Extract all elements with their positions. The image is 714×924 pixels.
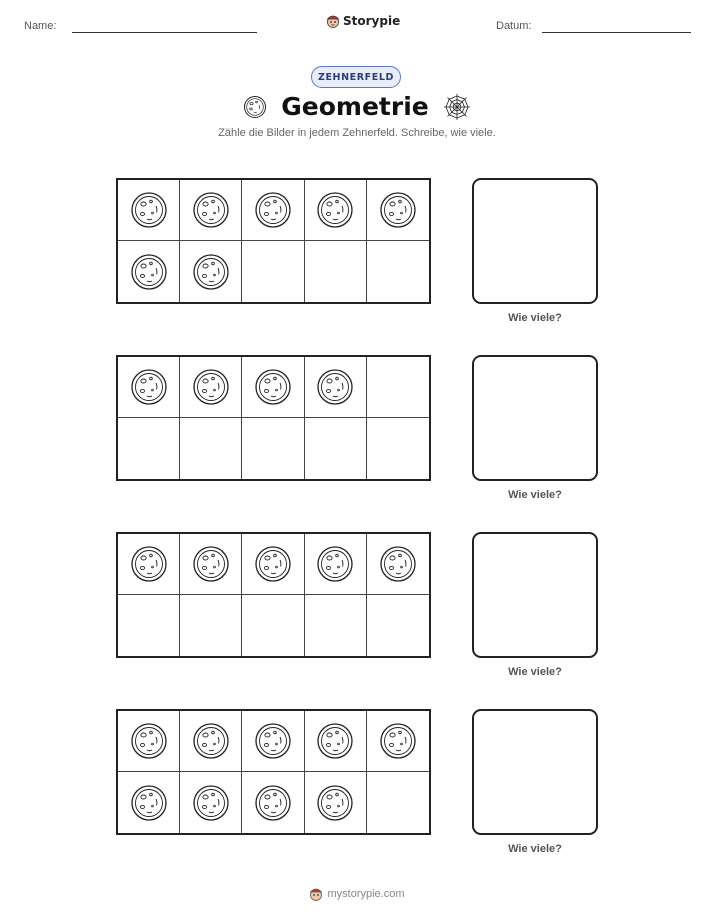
moon-icon [192, 722, 230, 760]
ten-frame-cell [367, 772, 429, 833]
moon-icon [379, 191, 417, 229]
ten-frame-cell [305, 534, 367, 595]
ten-frame-cell [242, 180, 304, 241]
moon-icon [316, 722, 354, 760]
answer-box[interactable] [472, 532, 598, 658]
footer-url[interactable]: mystorypie.com [327, 888, 405, 900]
ten-frame-cell [118, 595, 180, 656]
moon-icon [316, 191, 354, 229]
ten-frame-cell [367, 534, 429, 595]
ten-frame-cell [305, 595, 367, 656]
moon-icon [192, 191, 230, 229]
ten-frame-cell [242, 534, 304, 595]
moon-icon [192, 545, 230, 583]
ten-frame-cell [118, 711, 180, 772]
ten-frame-cell [305, 772, 367, 833]
ten-frame-cell [180, 241, 242, 302]
ten-frame-cell [118, 534, 180, 595]
answer-box[interactable] [472, 178, 598, 304]
page-title: Geometrie [281, 92, 429, 121]
ten-frame-cell [242, 241, 304, 302]
moon-icon [130, 545, 168, 583]
name-field[interactable] [72, 32, 257, 33]
moon-icon [254, 368, 292, 406]
moon-icon [316, 784, 354, 822]
moon-icon [192, 368, 230, 406]
ten-frame-cell [242, 357, 304, 418]
ten-frame-cell [180, 357, 242, 418]
ten-frame [116, 178, 431, 304]
moon-icon [192, 253, 230, 291]
ten-frame-cell [367, 357, 429, 418]
ten-frame-cell [180, 711, 242, 772]
ten-frame-cell [118, 180, 180, 241]
date-field[interactable] [542, 32, 691, 33]
ten-frame-cell [367, 711, 429, 772]
moon-icon [130, 191, 168, 229]
ten-frame-cell [118, 357, 180, 418]
topic-badge: ZEHNERFELD [311, 66, 401, 88]
brand-logo [326, 13, 400, 29]
brand-name: Storypie [343, 14, 401, 28]
ten-frame-cell [180, 595, 242, 656]
moon-icon [192, 784, 230, 822]
date-label: Datum: [496, 20, 532, 32]
ten-frame-cell [305, 241, 367, 302]
ten-frame-cell [305, 711, 367, 772]
ten-frame-cell [367, 241, 429, 302]
moon-icon [243, 95, 267, 119]
ten-frame [116, 532, 431, 658]
answer-label: Wie viele? [508, 489, 562, 501]
instructions: Zähle die Bilder in jedem Zehnerfeld. Schreibe, wie viele. [218, 127, 496, 139]
ten-frame-cell [180, 418, 242, 479]
ten-frame-cell [118, 772, 180, 833]
ten-frame-cell [305, 180, 367, 241]
moon-icon [379, 545, 417, 583]
moon-icon [254, 545, 292, 583]
ten-frame-cell [367, 418, 429, 479]
answer-label: Wie viele? [508, 666, 562, 678]
moon-icon [254, 722, 292, 760]
ten-frame-cell [367, 595, 429, 656]
ten-frame-cell [242, 772, 304, 833]
answer-box[interactable] [472, 709, 598, 835]
answer-label: Wie viele? [508, 312, 562, 324]
name-label: Name: [24, 20, 57, 32]
ten-frame [116, 355, 431, 481]
moon-icon [316, 545, 354, 583]
moon-icon [254, 191, 292, 229]
ten-frame [116, 709, 431, 835]
ten-frame-cell [242, 595, 304, 656]
ten-frame-cell [367, 180, 429, 241]
ten-frame-cell [305, 418, 367, 479]
answer-box[interactable] [472, 355, 598, 481]
moon-icon [254, 784, 292, 822]
ten-frame-cell [118, 418, 180, 479]
title-row [0, 92, 714, 121]
ten-frame-cell [180, 772, 242, 833]
moon-icon [130, 368, 168, 406]
moon-icon [379, 722, 417, 760]
storypie-mascot-icon [309, 886, 323, 902]
moon-icon [130, 722, 168, 760]
answer-label: Wie viele? [508, 843, 562, 855]
moon-icon [316, 368, 354, 406]
ten-frame-cell [242, 711, 304, 772]
moon-icon [130, 784, 168, 822]
ten-frame-cell [180, 534, 242, 595]
moon-icon [130, 253, 168, 291]
ten-frame-cell [242, 418, 304, 479]
storypie-mascot-icon [326, 13, 340, 29]
ten-frame-cell [118, 241, 180, 302]
footer [0, 886, 714, 902]
spider-web-icon [443, 93, 471, 121]
ten-frame-cell [180, 180, 242, 241]
ten-frame-cell [305, 357, 367, 418]
